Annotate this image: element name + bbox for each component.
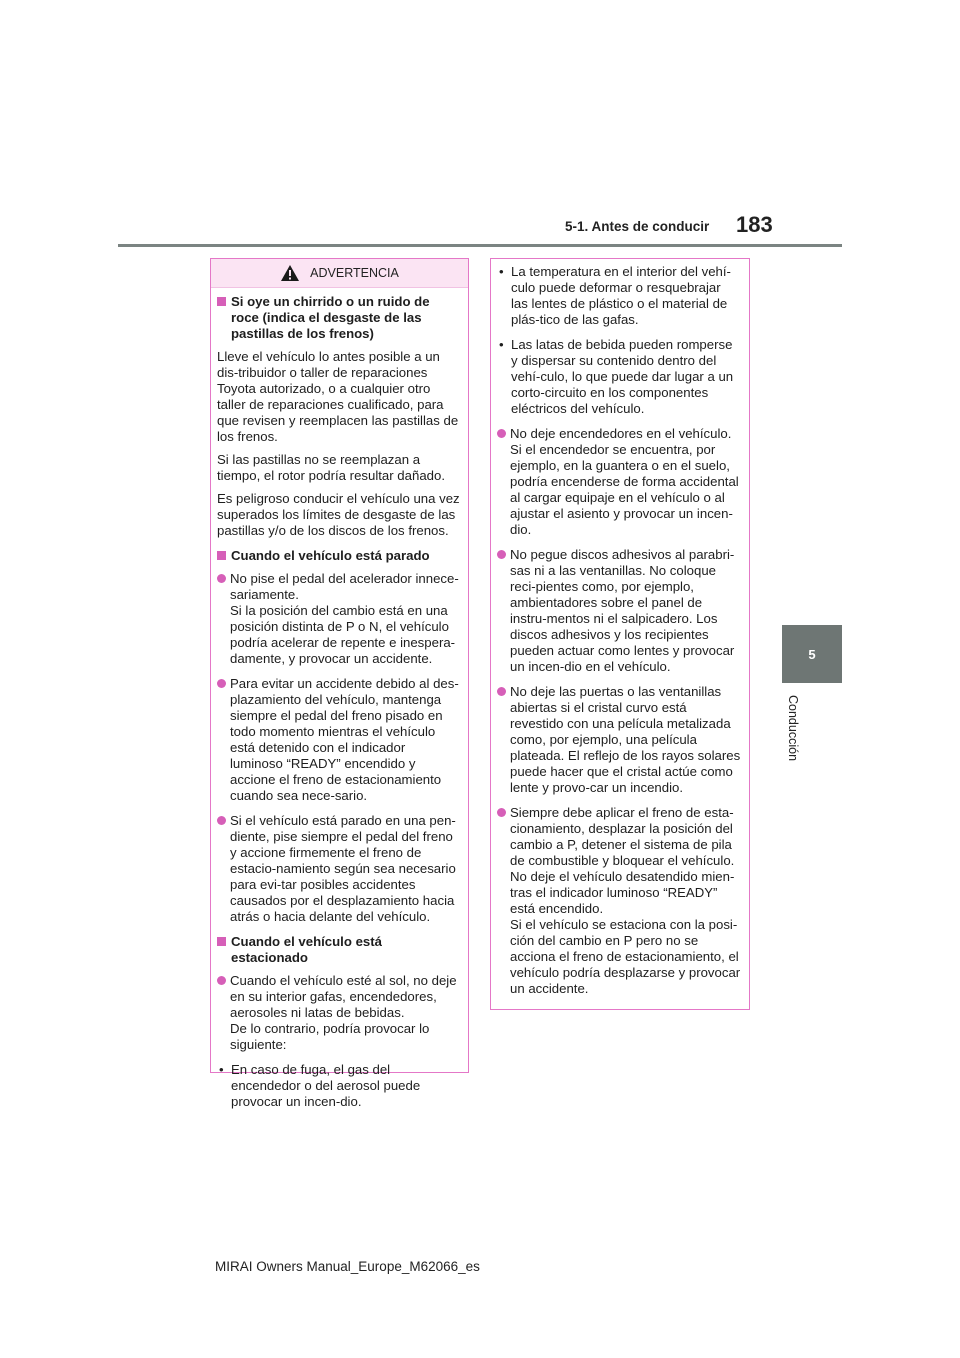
- list-item: No pegue discos adhesivos al parabri-sas ni a las ventanillas. No coloque reci-pientes como, por ejemplo, ambientadores sobre el panel de instru-mentos ni el salpicadero. Los discos adhesivos y los recipientes pueden actuar como lentes y provocar un incen-dio en el vehículo.: [497, 547, 741, 675]
- paragraph: Es peligroso conducir el vehículo una vez superados los límites de desgaste de las pastillas y/o de los discos de los frenos.: [217, 491, 460, 538]
- warning-header: [211, 259, 468, 288]
- warning-box-right: [490, 258, 750, 1010]
- dot-bullet-icon: •: [499, 264, 504, 279]
- list-item: No deje las puertas o las ventanillas abiertas si el cristal curvo está revestido con una película metalizada como, por ejemplo, una película plateada. El reflejo de los rayos solares puede hacer que el cristal actúe como lente y provo-car un incendio.: [497, 684, 741, 796]
- circle-bullet-icon: [497, 687, 506, 696]
- paragraph: Lleve el vehículo lo antes posible a un dis-tribuidor o taller de reparaciones Toyota autorizado, o a cualquier otro taller de reparaciones cualificado, para que revisen y reemplacen las pastillas de los frenos.: [217, 349, 459, 444]
- square-bullet-icon: [217, 937, 226, 946]
- subheading: Cuando el vehículo está parado: [217, 548, 460, 564]
- chapter-number: 5: [808, 646, 816, 662]
- section-title: 5-1. Antes de conducir: [565, 219, 710, 234]
- dot-bullet-icon: •: [499, 337, 504, 352]
- header-divider: [118, 244, 842, 247]
- warning-box-left: [210, 258, 469, 1109]
- warning-triangle-icon: [280, 264, 300, 282]
- circle-bullet-icon: [217, 574, 226, 583]
- square-bullet-icon: [217, 551, 226, 560]
- list-item: • La temperatura en el interior del vehí-culo puede deformar o resquebrajar las lentes de plástico o el material de plás-tico de las gafas.: [499, 264, 731, 327]
- circle-bullet-icon: [497, 550, 506, 559]
- circle-bullet-icon: [217, 679, 226, 688]
- footer-text: MIRAI Owners Manual_Europe_M62066_es: [215, 1259, 480, 1274]
- list-item: No deje encendedores en el vehículo. Si el encendedor se encuentra, por ejemplo, en la guantera o en el suelo, podría encenderse de forma accidental al cargar equipaje en el vehículo o al ajustar el asiento y provocar un incen-dio.: [497, 426, 741, 538]
- paragraph: Si las pastillas no se reemplazan a tiempo, el rotor podría resultar dañado.: [217, 452, 445, 483]
- list-item: • Las latas de bebida pueden romperse y dispersar su contenido dentro del vehí-culo, lo que puede dar lugar a un corto-circuito en los componentes eléctricos del vehículo.: [499, 337, 734, 416]
- subheading: Si oye un chirrido o un ruido de roce (indica el desgaste de las pastillas de los frenos): [217, 294, 460, 342]
- list-item: No pise el pedal del acelerador innece-sariamente. Si la posición del cambio está en una posición distinta de P o N, el vehículo podría acelerar de repente e inespera-damente, y provocar un accidente.: [217, 571, 460, 667]
- chapter-tab[interactable]: [782, 625, 842, 683]
- list-item: Si el vehículo está parado en una pen-diente, pise siempre el pedal del freno y accione firmemente el freno de estacio-namiento según sea necesario para evi-tar posibles accidentes causados por el desplazamiento hacia atrás o hacia delante del vehículo.: [217, 813, 460, 925]
- circle-bullet-icon: [217, 816, 226, 825]
- square-bullet-icon: [217, 297, 226, 306]
- warning-title: ADVERTENCIA: [310, 266, 399, 280]
- circle-bullet-icon: [217, 976, 226, 985]
- list-item: Cuando el vehículo esté al sol, no deje en su interior gafas, encendedores, aerosoles ni latas de bebidas. De lo contrario, podría provocar lo siguiente:: [217, 973, 460, 1053]
- chapter-label: Conducción: [786, 695, 800, 762]
- page-number: 183: [736, 212, 773, 237]
- dot-bullet-icon: •: [219, 1062, 224, 1077]
- list-item: Para evitar un accidente debido al des-plazamiento del vehículo, mantenga siempre el pedal del freno pisado en todo momento mientras el vehículo está detenido con el indicador luminoso “READY” encendido y accione el freno de estacionamiento cuando sea nece-sario.: [217, 676, 460, 804]
- circle-bullet-icon: [497, 808, 506, 817]
- list-item: • En caso de fuga, el gas del encendedor o del aerosol puede provocar un incen-dio.: [219, 1062, 421, 1109]
- circle-bullet-icon: [497, 429, 506, 438]
- subheading: Cuando el vehículo está estacionado: [217, 934, 460, 966]
- list-item: Siempre debe aplicar el freno de esta-cionamiento, desplazar la posición del cambio a P, detener el sistema de pila de combustible y bloquear el vehículo. No deje el vehículo desatendido mien-tras el indicador luminoso “READY” está encendido. Si el vehículo se estaciona con la posi-ción del cambio en P pero no se acciona el freno de estacionamiento, el vehículo podría desplazarse y provocar un accidente.: [497, 805, 741, 997]
